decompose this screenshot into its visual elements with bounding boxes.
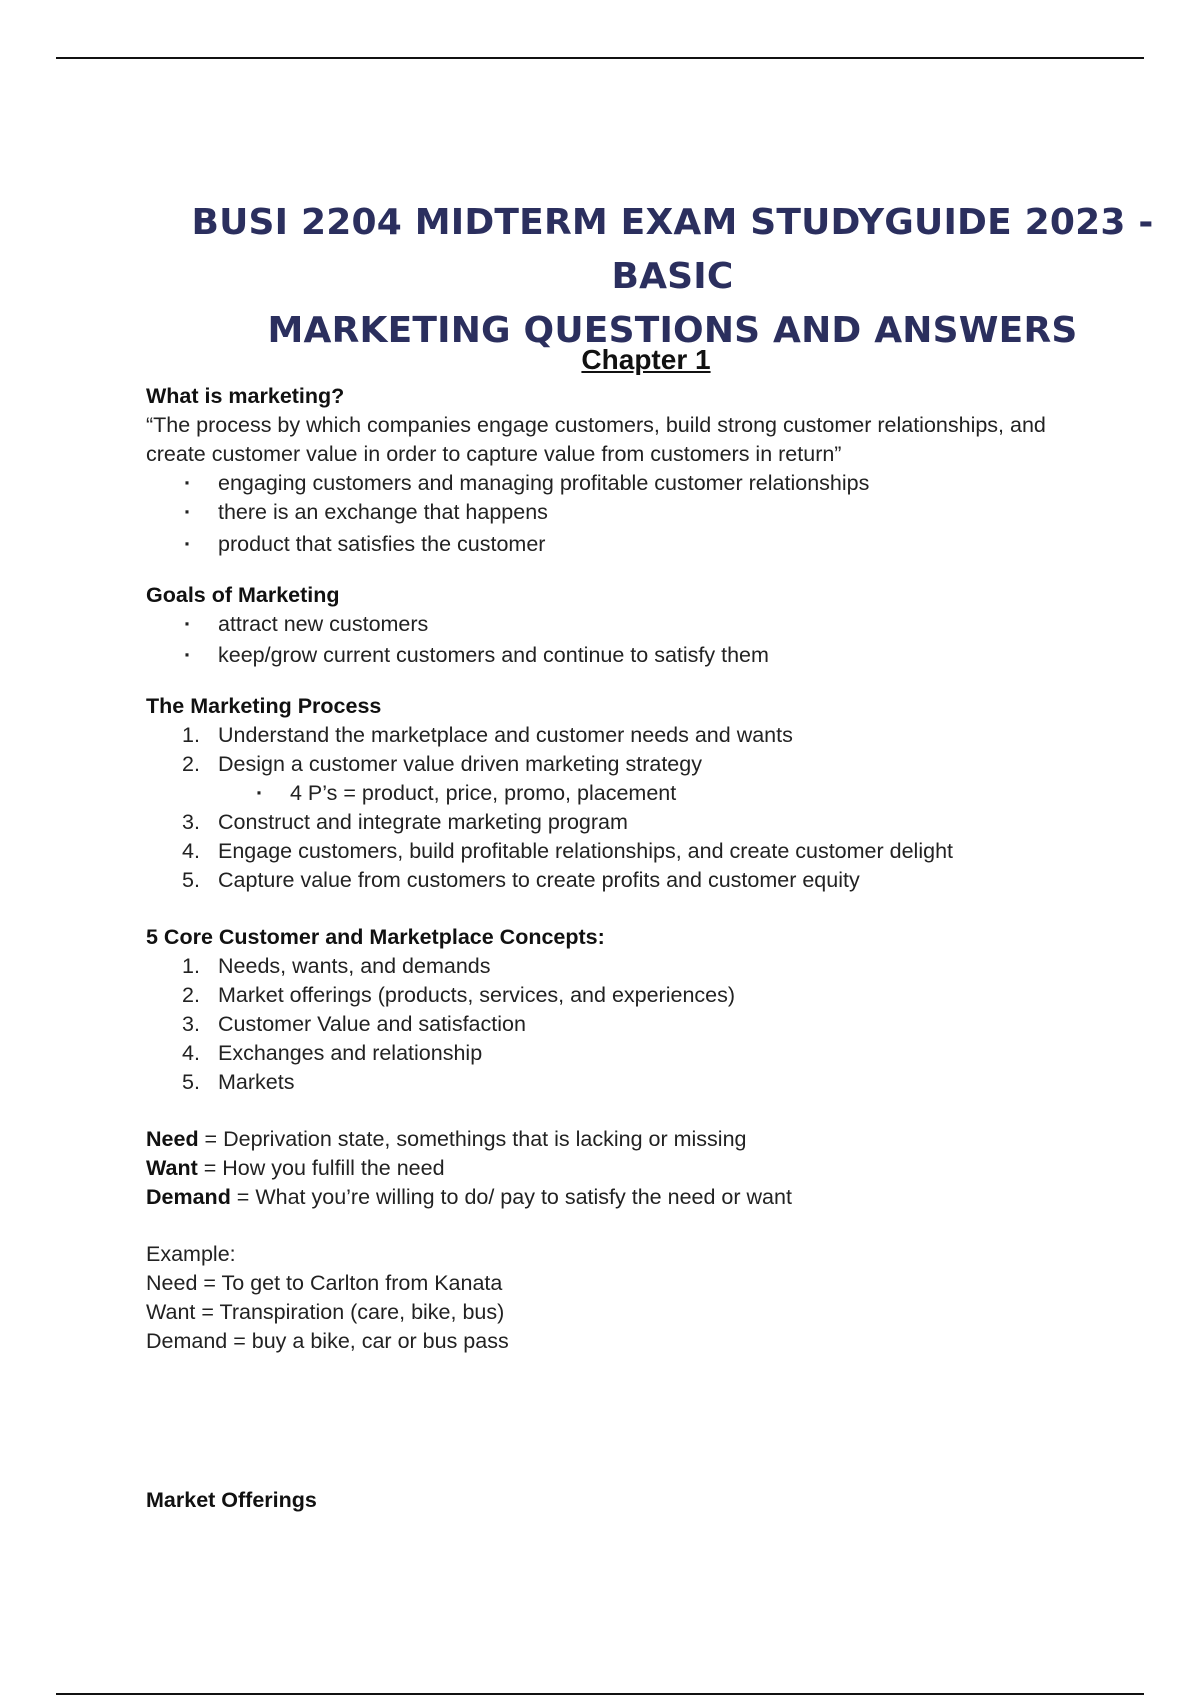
- list-item: 2. Design a customer value driven marketing strategy: [182, 752, 702, 776]
- section-heading: What is marketing?: [146, 384, 345, 408]
- list-item: · 4 P’s = product, price, promo, placement: [146, 779, 1126, 808]
- bottom-rule: [56, 1693, 1144, 1695]
- list-item: 3. Customer Value and satisfaction: [182, 1012, 526, 1036]
- section-marketing-process: [146, 692, 1126, 895]
- bullet-list: [146, 469, 1126, 559]
- marketing-definition-line-2: create customer value in order to capture value from customers in return”: [146, 442, 842, 466]
- numbered-list: [146, 952, 1126, 1097]
- numbered-list: [146, 721, 1126, 779]
- sub-bullet-list: [146, 779, 1126, 808]
- section-heading: The Marketing Process: [146, 694, 382, 718]
- example-need: Need = To get to Carlton from Kanata: [146, 1271, 503, 1295]
- list-item: 2. Market offerings (products, services, and experiences): [182, 983, 736, 1007]
- numbered-list-continued: [146, 808, 1126, 895]
- definition-demand: Demand = What you’re willing to do/ pay to satisfy the need or want: [146, 1185, 792, 1209]
- list-item: · there is an exchange that happens: [146, 498, 1126, 527]
- document-body: [146, 340, 1126, 1515]
- list-item: 4. Engage customers, build profitable relationships, and create customer delight: [182, 839, 953, 863]
- list-item: 5. Capture value from customers to create profits and customer equity: [182, 868, 860, 892]
- example-label: Example:: [146, 1242, 236, 1266]
- section-core-concepts: [146, 923, 1126, 1097]
- list-item: 1. Understand the marketplace and customer needs and wants: [182, 723, 793, 747]
- list-item: 3. Construct and integrate marketing program: [182, 810, 628, 834]
- list-item: 4. Exchanges and relationship: [182, 1041, 483, 1065]
- section-heading: 5 Core Customer and Marketplace Concepts:: [146, 925, 605, 949]
- section-heading: Goals of Marketing: [146, 583, 340, 607]
- title-line-1: BUSI 2204 MIDTERM EXAM STUDYGUIDE 2023 - BASIC: [191, 202, 1154, 297]
- section-heading: Market Offerings: [146, 1488, 317, 1512]
- chapter-heading: Chapter 1: [581, 344, 711, 375]
- title-line-2: MARKETING QUESTIONS AND ANSWERS: [267, 310, 1078, 351]
- section-market-offerings: [146, 1486, 1126, 1515]
- list-item: · engaging customers and managing profitable customer relationships: [146, 469, 1126, 498]
- list-item: · keep/grow current customers and continue to satisfy them: [146, 641, 1126, 670]
- document-title: [150, 196, 1195, 358]
- list-item: · attract new customers: [146, 610, 1126, 639]
- section-definitions: [146, 1125, 1126, 1212]
- section-what-is-marketing: [146, 382, 1126, 559]
- example-want: Want = Transpiration (care, bike, bus): [146, 1300, 505, 1324]
- list-item: 5. Markets: [182, 1070, 295, 1094]
- top-rule: [56, 57, 1144, 59]
- definition-want: Want = How you fulfill the need: [146, 1156, 445, 1180]
- section-example: [146, 1240, 1126, 1356]
- definition-need: Need = Deprivation state, somethings that is lacking or missing: [146, 1127, 747, 1151]
- list-item: · product that satisfies the customer: [146, 530, 1126, 559]
- example-demand: Demand = buy a bike, car or bus pass: [146, 1329, 509, 1353]
- list-item: 1. Needs, wants, and demands: [182, 954, 491, 978]
- marketing-definition-line-1: “The process by which companies engage customers, build strong customer relationships, and: [146, 413, 1046, 437]
- section-goals: [146, 581, 1126, 670]
- bullet-list: [146, 610, 1126, 670]
